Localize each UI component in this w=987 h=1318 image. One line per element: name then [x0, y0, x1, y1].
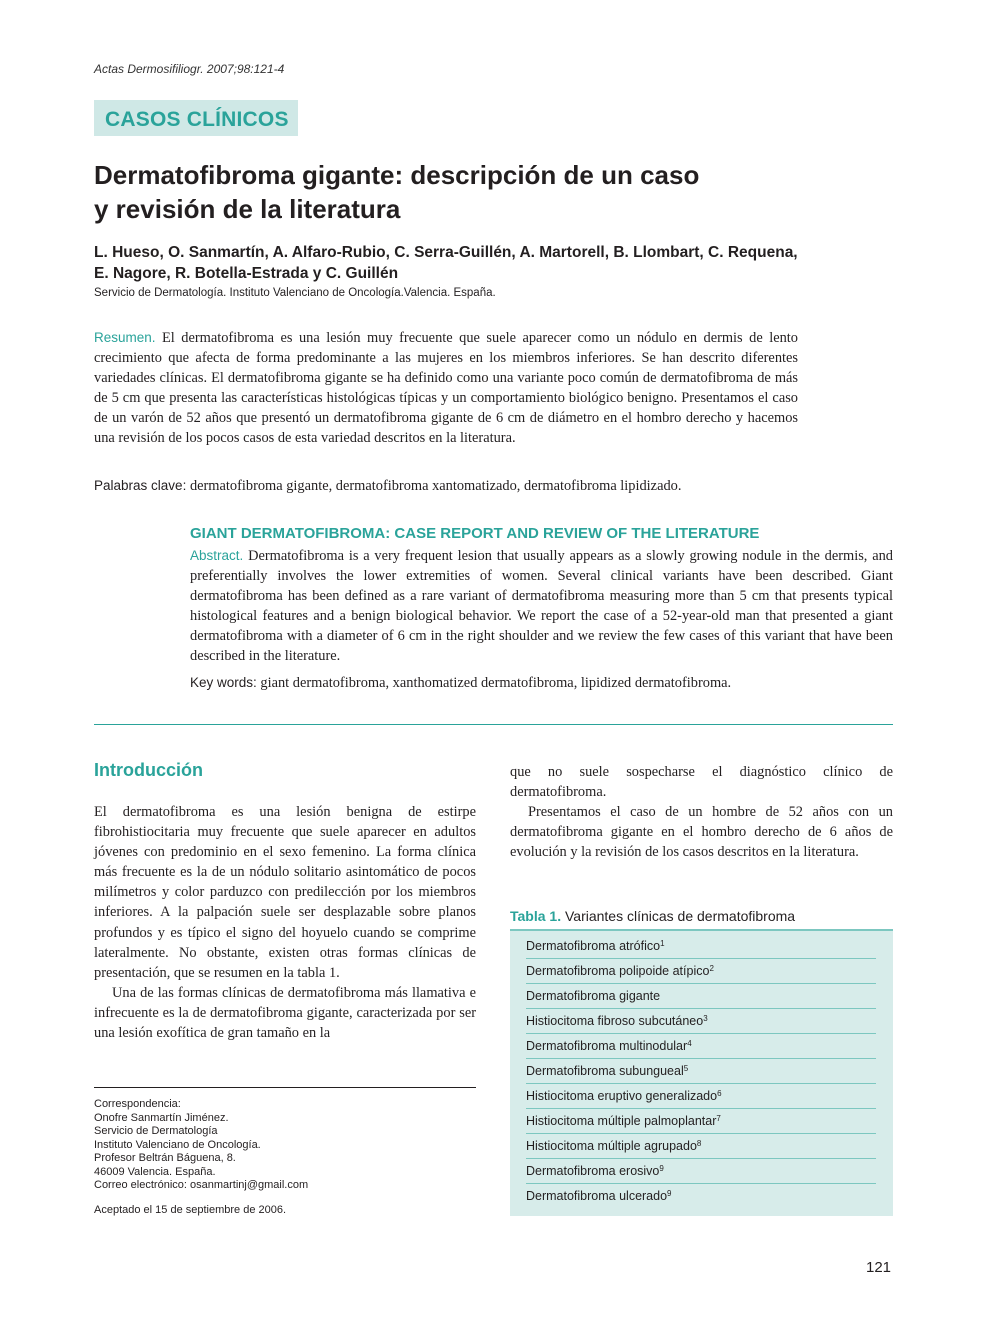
table-row-text: Dermatofibroma polipoide atípico [526, 964, 710, 978]
correspondence-name: Onofre Sanmartín Jiménez. [94, 1111, 229, 1124]
correspondence-institute: Instituto Valenciano de Oncología. [94, 1138, 261, 1151]
title-line-2: y revisión de la literatura [94, 194, 401, 224]
abstract-text: Dermatofibroma is a very frequent lesion that usually appears as a slowly growing nodule in the dermis, and preferentially involves the lower extremities of women. Several clinical variants have been described. Giant dermatofibroma has been defined as a rare variant of dermatofibroma measuring more than 5 cm that presents typical histological features and a benign biological behavior. We report the case of a 52-year-old man that presented a giant dermatofibroma with a diameter of 6 cm in the right shoulder and we review the few cases of this variant that have been described in the literature. [190, 548, 893, 665]
table-row-ref: 5 [683, 1064, 689, 1073]
table-row [526, 934, 876, 959]
table-row [526, 1059, 876, 1084]
accepted-date: Aceptado el 15 de septiembre de 2006. [94, 1204, 287, 1216]
key-words-label: Key words [190, 675, 254, 690]
table-title: Variantes clínicas de dermatofibroma [564, 908, 796, 924]
table-row [526, 1084, 876, 1109]
table-row-ref: 2 [709, 964, 714, 973]
table-row [526, 1134, 876, 1159]
table-row-text: Dermatofibroma ulcerado [526, 1189, 668, 1203]
footnote-divider [94, 1087, 476, 1088]
resumen-label: Resumen. [94, 330, 156, 345]
intro-paragraph-2: Una de las formas clínicas de dermatofibroma más llamativa e infrecuente es la de dermatofibroma gigante, caracterizada por ser una lesión exofítica de gran tamaño en la [94, 984, 476, 1042]
table-row-ref: 8 [696, 1139, 702, 1148]
right-column [510, 762, 893, 862]
abstract [190, 546, 893, 667]
table-row-text: Dermatofibroma gigante [526, 989, 661, 1003]
resumen [94, 328, 798, 449]
abstract-label: Abstract. [190, 548, 244, 563]
article-title [94, 158, 854, 226]
table-row-text: Dermatofibroma atrófico [526, 939, 661, 953]
correspondence-block [94, 1098, 308, 1193]
intro-heading: Introducción [94, 760, 203, 780]
variants-table [510, 929, 893, 1216]
english-title: GIANT DERMATOFIBROMA: CASE REPORT AND REVIEW OF THE LITERATURE [190, 525, 760, 542]
page-number: 121 [866, 1259, 892, 1276]
resumen-text: El dermatofibroma es una lesión muy frecuente que suele aparecer como un nódulo en dermis de lento crecimiento que afecta de forma predominante a las mujeres en los miembros inferiores. Se han descrito diferentes variedades clínicas. El dermatofibroma gigante se ha definido como una variante poco común de dermatofibroma de más de 5 cm que presenta las características histológicas típicas y un comportamiento biológico benigno. Presentamos el caso de un varón de 52 años que presentó un dermatofibroma gigante de 6 cm de diámetro en el hombro derecho y hacemos una revisión de los pocos casos de esta variedad descritos en la literatura. [94, 330, 798, 447]
table-row-ref: 9 [659, 1164, 664, 1173]
left-column [94, 802, 476, 1043]
table-row-text: Histiocitoma múltiple agrupado [526, 1139, 697, 1153]
table-row [526, 959, 876, 984]
authors-line-1: L. Hueso, O. Sanmartín, A. Alfaro-Rubio, C. Serra-Guillén, A. Martorell, B. Llombart, C. Requena, [94, 244, 798, 261]
table-row-text: Dermatofibroma erosivo [526, 1164, 660, 1178]
palabras-clave-label: Palabras clave [94, 478, 183, 493]
correspondence-email[interactable]: Correo electrónico: osanmartinj@gmail.com [94, 1179, 309, 1191]
table-label: Tabla 1. [510, 908, 562, 924]
table-row-ref: 3 [703, 1014, 708, 1023]
authors [94, 242, 894, 284]
authors-line-2: E. Nagore, R. Botella-Estrada y C. Guillén [94, 265, 399, 282]
correspondence-department: Servicio de Dermatología [94, 1125, 218, 1137]
correspondence-street: Profesor Beltrán Báguena, 8. [94, 1152, 236, 1164]
table-row-ref: 1 [660, 939, 665, 948]
correspondence-label: Correspondencia: [94, 1098, 181, 1110]
key-words-text: giant dermatofibroma, xanthomatized dermatofibroma, lipidized dermatofibroma. [260, 675, 732, 691]
intro-paragraph-1: El dermatofibroma es una lesión benigna de estirpe fibrohistiocitaria muy frecuente que suele aparecer en adultos jóvenes con predominio en el sexo femenino. La forma clínica más frecuente es la de un nódulo solitario asintomático de pocos milímetros y color parduzco con predilección por los miembros inferiores. A la palpación suele ser desplazable sobre planos profundos y es típico el signo del hoyuelo cuando se comprime lateralmente. No obstante, existen otras formas clínicas de presentación, que se resumen en la tabla 1. [94, 804, 476, 981]
table-row-ref: 7 [716, 1114, 721, 1123]
table-row-ref: 9 [667, 1189, 672, 1198]
table-row-text: Histiocitoma eruptivo generalizado [526, 1089, 718, 1103]
table-row-text: Histiocitoma múltiple palmoplantar [526, 1114, 717, 1128]
section-tag [94, 100, 298, 136]
key-words: Key words: giant dermatofibroma, xanthomatized dermatofibroma, lipidized dermatofibroma. [190, 675, 732, 691]
affiliation: Servicio de Dermatología. Instituto Valenciano de Oncología.Valencia. España. [94, 287, 496, 299]
correspondence-city: 46009 Valencia. España. [94, 1165, 216, 1178]
table-row [526, 1184, 876, 1209]
table-caption [510, 908, 795, 924]
table-row [526, 1109, 876, 1134]
table-row [526, 1034, 876, 1059]
table-row-text: Histiocitoma fibroso subcutáneo [526, 1014, 704, 1028]
right-paragraph-1: que no suele sospecharse el diagnóstico clínico de dermatofibroma. [510, 764, 893, 801]
title-line-1: Dermatofibroma gigante: descripción de un caso [94, 160, 700, 190]
section-label: CASOS CLÍNICOS [105, 108, 289, 131]
right-paragraph-2: Presentamos el caso de un hombre de 52 años con un dermatofibroma gigante en el hombro derecho de 6 años de evolución y la revisión de los casos descritos en la literatura. [510, 804, 893, 861]
table-row [526, 1159, 876, 1184]
table-row-text: Dermatofibroma multinodular [526, 1039, 688, 1053]
table-row [526, 984, 876, 1009]
table-row-ref: 6 [717, 1089, 722, 1098]
table-row [526, 1009, 876, 1034]
palabras-clave-text: dermatofibroma gigante, dermatofibroma xantomatizado, dermatofibroma lipidizado. [189, 478, 682, 494]
journal-reference: Actas Dermosifiliogr. 2007;98:121-4 [94, 62, 285, 76]
table-row-ref: 4 [687, 1039, 692, 1048]
table-row-text: Dermatofibroma subungueal [526, 1064, 684, 1078]
section-divider [94, 724, 893, 725]
palabras-clave: Palabras clave: dermatofibroma gigante, dermatofibroma xantomatizado, dermatofibroma lipidizado. [94, 478, 682, 494]
